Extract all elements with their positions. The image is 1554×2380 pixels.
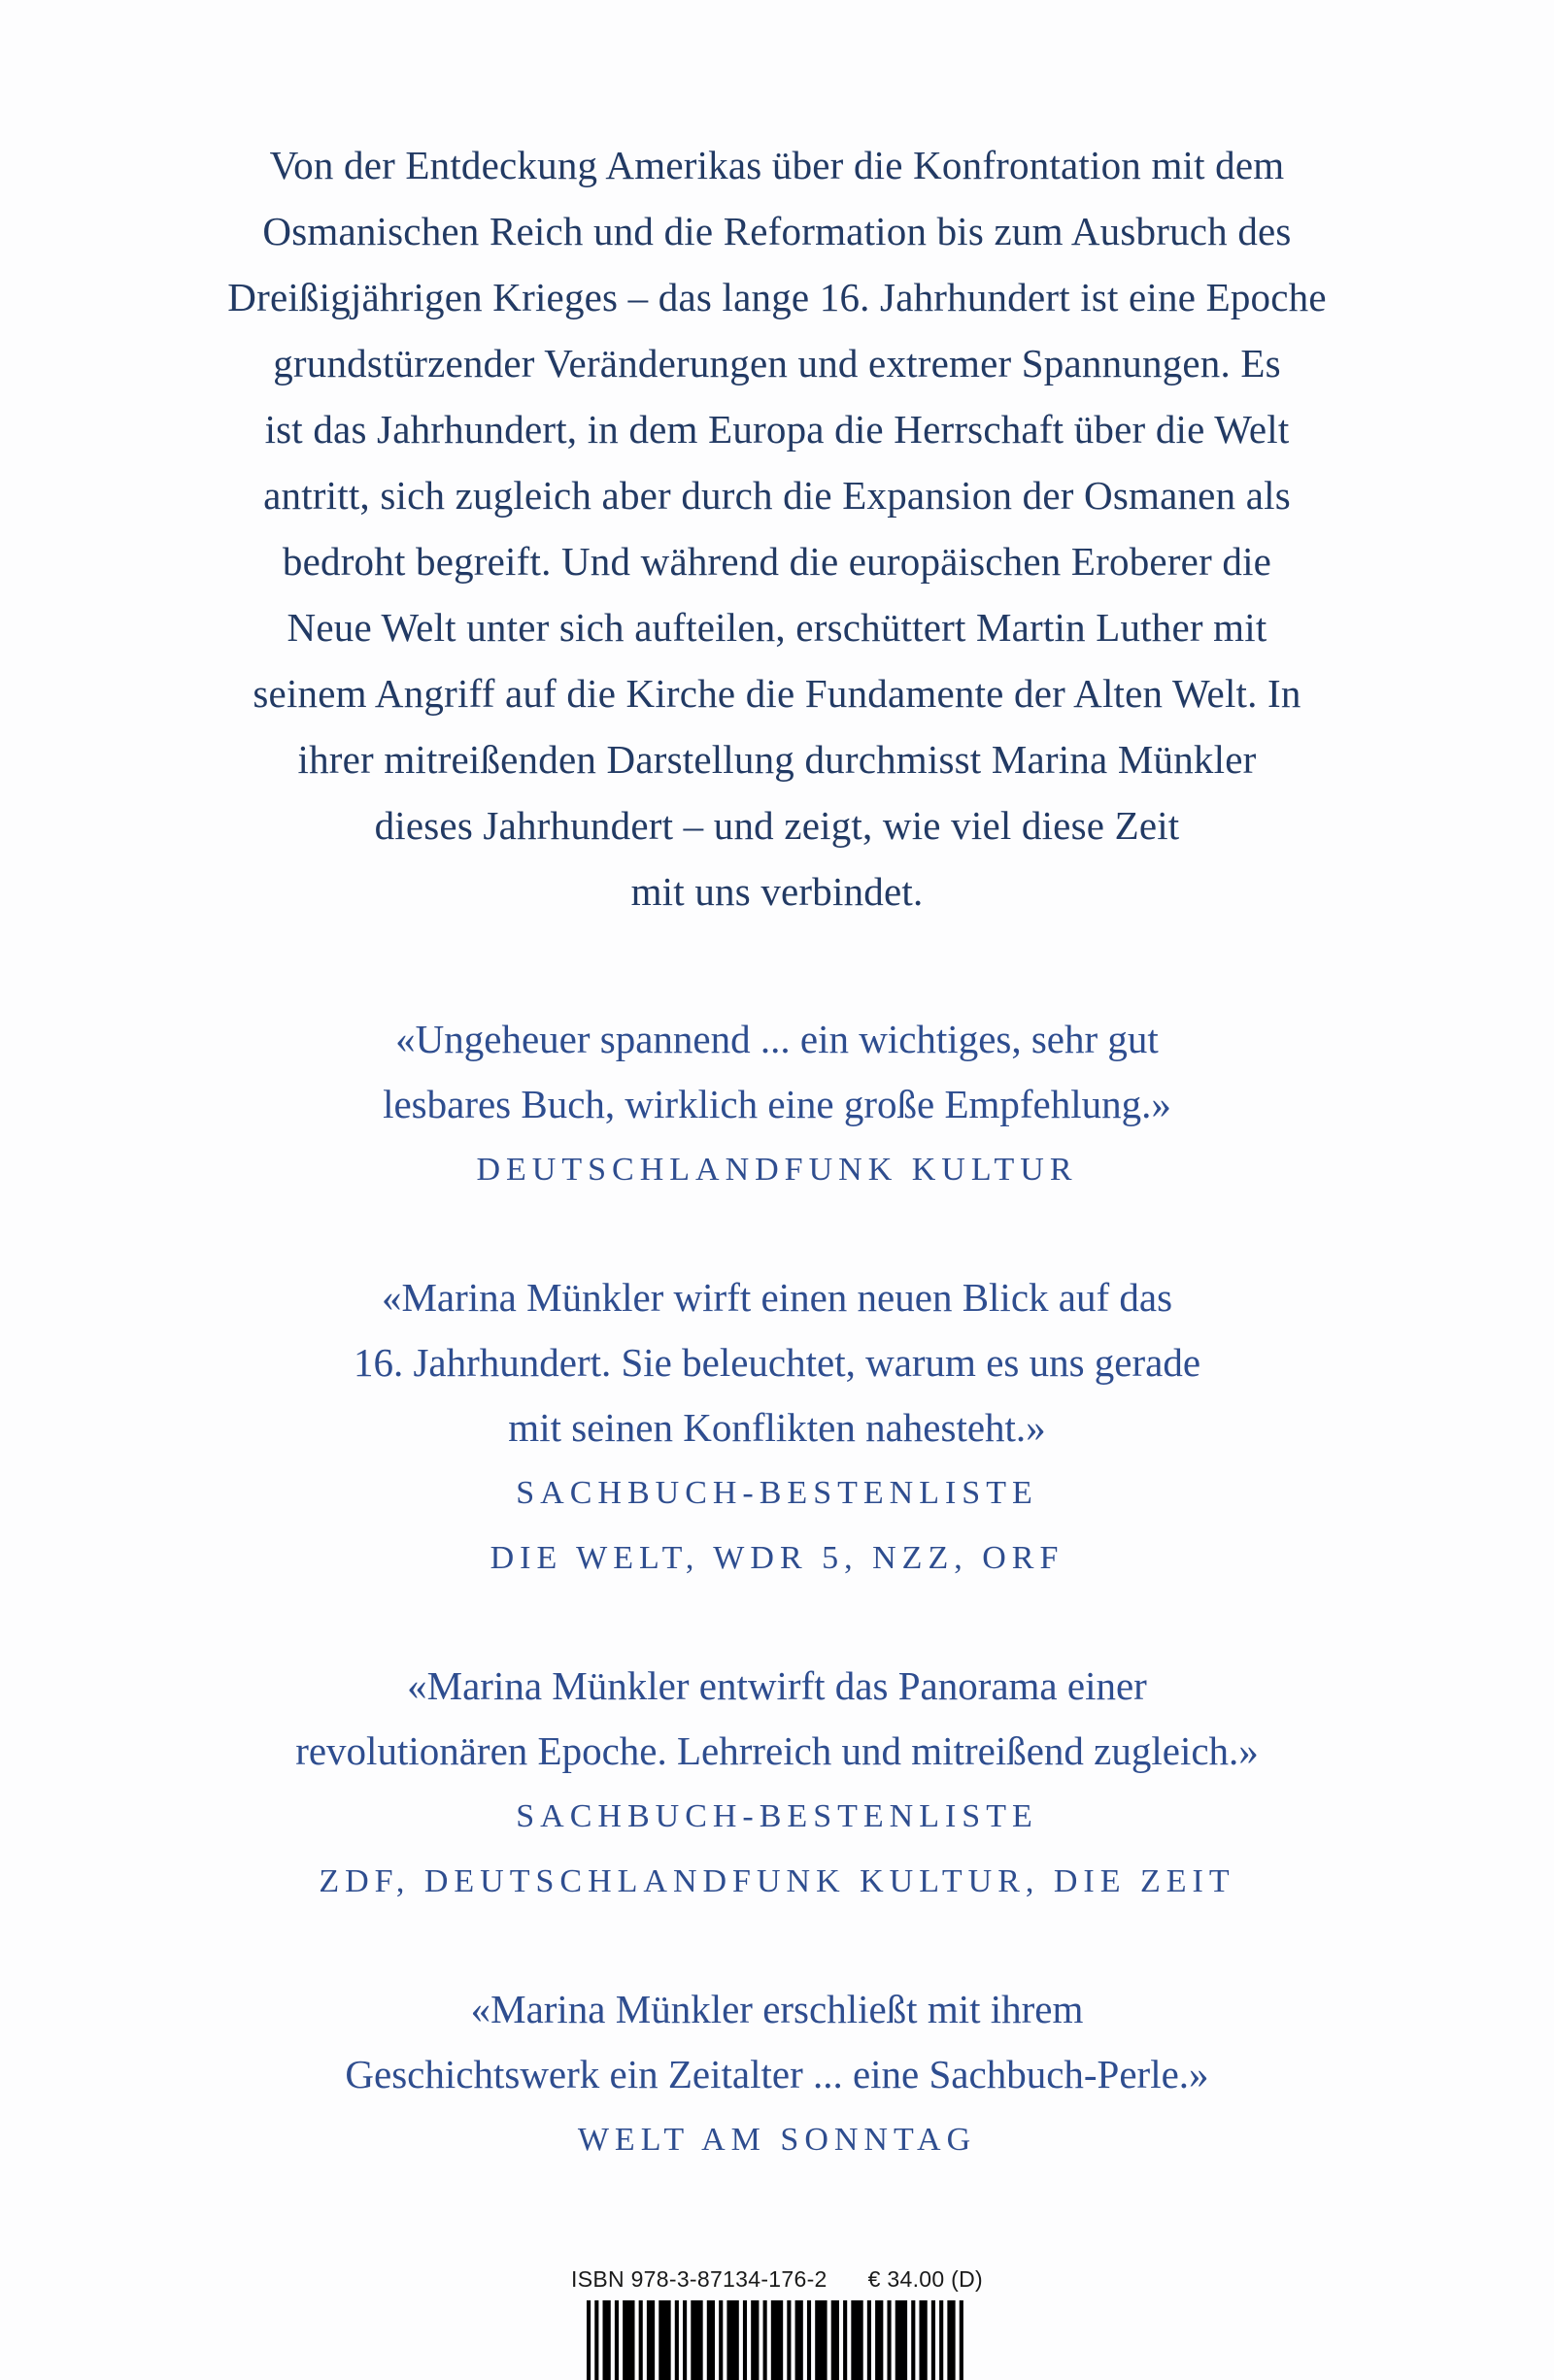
quote-source: ZDF, DEUTSCHLANDFUNK KULTUR, DIE ZEIT: [319, 1863, 1235, 1899]
blurb-line: Von der Entdeckung Amerikas über die Konfrontation mit dem: [269, 143, 1285, 187]
quote-block-dlf-kultur: [0, 1007, 1554, 1202]
quote-line: «Ungeheuer spannend ... ein wichtiges, sehr gut: [395, 1017, 1159, 1061]
blurb-line: Neue Welt unter sich aufteilen, erschüttert Martin Luther mit: [287, 605, 1267, 650]
quote-line: «Marina Münkler wirft einen neuen Blick auf das: [381, 1275, 1173, 1320]
quote-block-sachbuch-bestenliste-2: [0, 1654, 1554, 1914]
blurb-line: ihrer mitreißenden Darstellung durchmisst Marina Münkler: [297, 737, 1257, 782]
quote-line: «Marina Münkler erschließt mit ihrem: [470, 1987, 1084, 2031]
press-quotes: [0, 1007, 1554, 2172]
blurb: [0, 0, 1554, 924]
isbn-number: ISBN 978-3-87134-176-2: [571, 2266, 828, 2292]
quote-line: revolutionären Epoche. Lehrreich und mitreißend zugleich.»: [295, 1728, 1259, 1773]
quote-line: 16. Jahrhundert. Sie beleuchtet, warum es uns gerade: [353, 1340, 1201, 1385]
blurb-line: Dreißigjährigen Krieges – das lange 16. Jahrhundert ist eine Epoche: [227, 275, 1327, 319]
quote-source: SACHBUCH-BESTENLISTE: [516, 1798, 1038, 1834]
blurb-line: ist das Jahrhundert, in dem Europa die Herrschaft über die Welt: [264, 407, 1290, 452]
blurb-line: antritt, sich zugleich aber durch die Expansion der Osmanen als: [263, 473, 1291, 518]
quote-source: DIE WELT, WDR 5, NZZ, ORF: [490, 1540, 1064, 1576]
quote-source: WELT AM SONNTAG: [577, 2122, 977, 2158]
isbn-line: [0, 2266, 1554, 2292]
blurb-line: mit uns verbindet.: [630, 869, 924, 914]
quote-line: «Marina Münkler entwirft das Panorama einer: [407, 1663, 1147, 1708]
blurb-line: seinem Angriff auf die Kirche die Fundamente der Alten Welt. In: [253, 671, 1301, 716]
quote-block-sachbuch-bestenliste-1: [0, 1265, 1554, 1591]
quote-line: mit seinen Konflikten nahesteht.»: [508, 1405, 1046, 1450]
quote-source: SACHBUCH-BESTENLISTE: [516, 1475, 1038, 1511]
barcode: [587, 2300, 967, 2380]
blurb-line: grundstürzender Veränderungen und extremer Spannungen. Es: [273, 341, 1281, 385]
price: € 34.00 (D): [867, 2266, 983, 2292]
quote-source: DEUTSCHLANDFUNK KULTUR: [476, 1152, 1078, 1188]
blurb-line: dieses Jahrhundert – und zeigt, wie viel diese Zeit: [374, 803, 1180, 848]
blurb-line: Osmanischen Reich und die Reformation bis zum Ausbruch des: [262, 209, 1292, 253]
footer: [0, 2266, 1554, 2380]
quote-line: Geschichtswerk ein Zeitalter ... eine Sachbuch-Perle.»: [345, 2052, 1209, 2096]
blurb-line: bedroht begreift. Und während die europäischen Eroberer die: [282, 539, 1272, 584]
quote-block-welt-am-sonntag: [0, 1977, 1554, 2172]
quote-line: lesbares Buch, wirklich eine große Empfehlung.»: [383, 1082, 1171, 1126]
